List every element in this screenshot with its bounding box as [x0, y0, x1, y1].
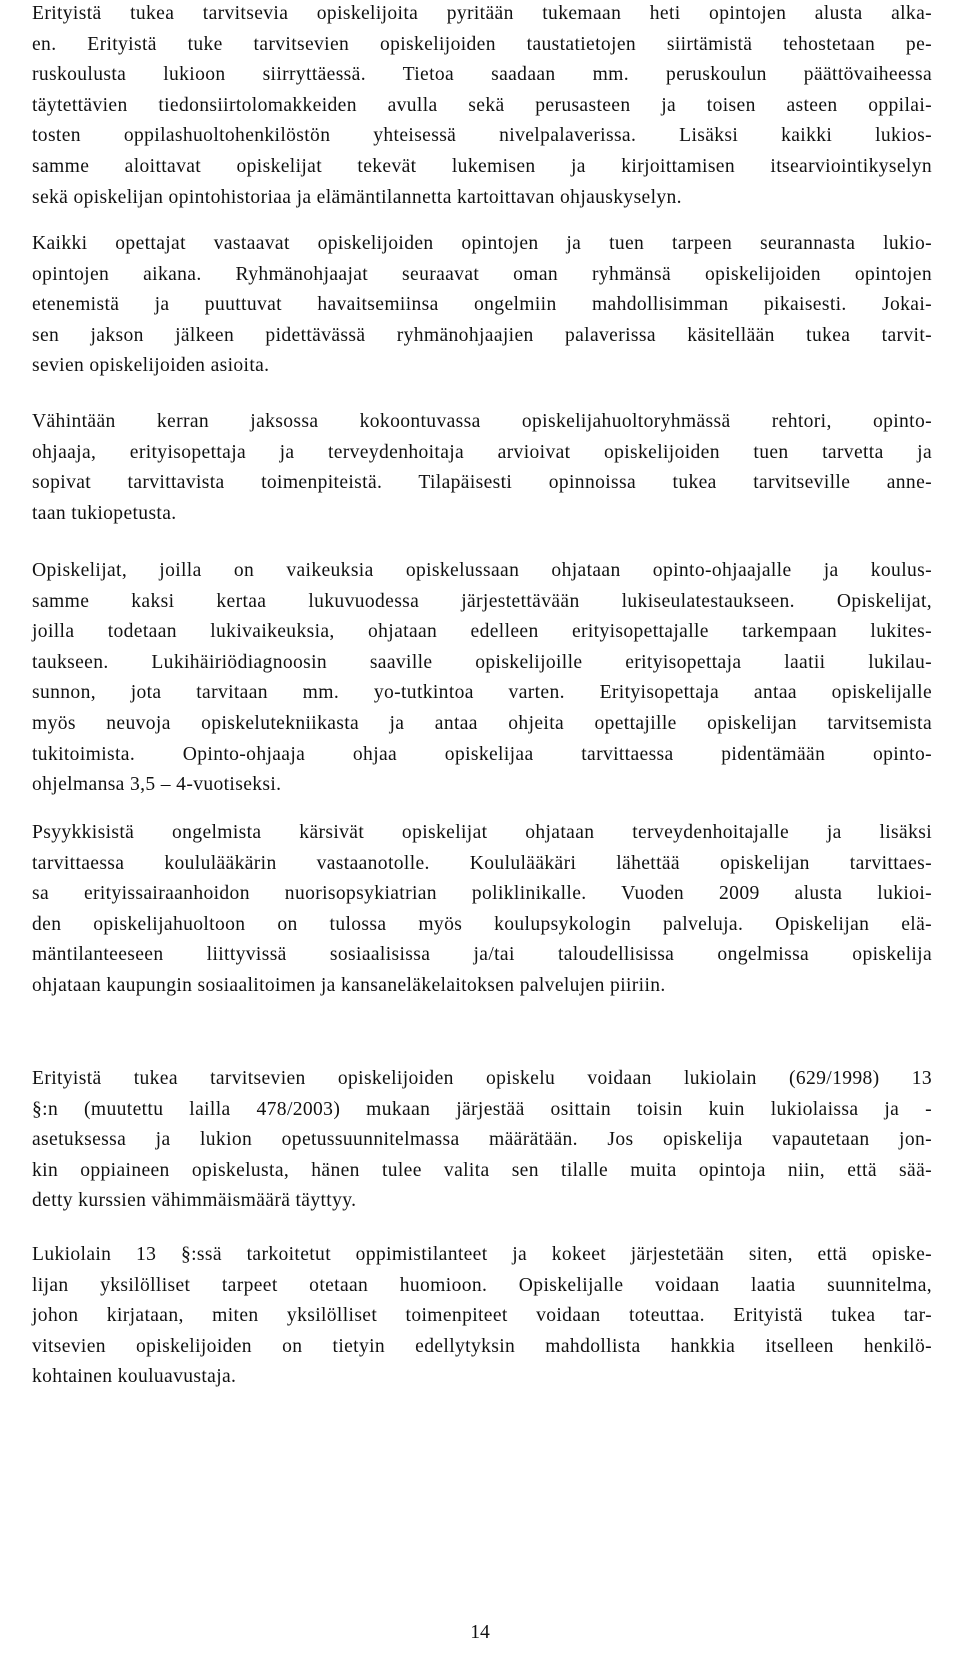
- paragraph-3: [32, 407, 932, 529]
- text-line: sa erityissairaanhoidon nuorisopsykiatrian poliklinikalle. Vuoden 2009 alusta lukioi-: [32, 883, 932, 905]
- text-line: vitsevien opiskelijoiden on tietyin edellytyksin mahdollista hankkia itselleen henkilö-: [32, 1335, 932, 1357]
- text-line: en. Erityistä tuke tarvitsevien opiskelijoiden taustatietojen siirtämistä tehostetaan pe-: [32, 33, 932, 55]
- paragraph-2: [32, 229, 932, 382]
- text-line: samme aloittavat opiskelijat tekevät lukemisen ja kirjoittamisen itsearviointikyselyn: [32, 155, 932, 177]
- text-line: kin oppiaineen opiskelusta, hänen tulee valita sen tilalle muita opintoja niin, että sää-: [32, 1159, 932, 1181]
- text-line: ohjataan kaupungin sosiaalitoimen ja kansaneläkelaitoksen palvelujen piiriin.: [32, 974, 666, 996]
- text-line: ruskoulusta lukioon siirryttäessä. Tietoa saadaan mm. peruskoulun päättövaiheessa: [32, 64, 932, 86]
- text-line: sen jakson jälkeen pidettävässä ryhmänohjaajien palaverissa käsitellään tukea tarvit-: [32, 324, 932, 346]
- text-line: täytettävien tiedonsiirtolomakkeiden avulla sekä perusasteen ja toisen asteen oppilai-: [32, 94, 932, 116]
- text-line: etenemistä ja puuttuvat havaitsemiinsa ongelmiin mahdollisimman pikaisesti. Jokai-: [32, 294, 932, 316]
- paragraph-5: [32, 818, 932, 1002]
- text-line: den opiskelijahuoltoon on tulossa myös koulupsykologin palveluja. Opiskelijan elä-: [32, 913, 932, 935]
- text-line: kohtainen kouluavustaja.: [32, 1366, 237, 1388]
- text-line: tukitoimista. Opinto-ohjaaja ohjaa opiskelijaa tarvittaessa pidentämään opinto-: [32, 743, 932, 765]
- paragraph-1: [32, 0, 932, 213]
- text-line: Lukiolain 13 §:ssä tarkoitetut oppimistilanteet ja kokeet järjestetään siten, että opiske-: [32, 1244, 932, 1265]
- text-line: taukseen. Lukihäiriödiagnoosin saaville opiskelijoille erityisopettaja laatii lukilau-: [32, 651, 932, 673]
- text-line: asetuksessa ja lukion opetussuunnitelmassa määrätään. Jos opiskelija vapautetaan jon-: [32, 1129, 932, 1151]
- text-line: taan tukiopetusta.: [32, 502, 177, 524]
- text-line: Erityistä tukea tarvitsevien opiskelijoiden opiskelu voidaan lukiolain (629/1998) 13: [32, 1068, 932, 1089]
- text-line: opintojen aikana. Ryhmänohjaajat seuraavat oman ryhmänsä opiskelijoiden opintojen: [32, 263, 932, 285]
- text-line: myös neuvoja opiskelutekniikasta ja antaa ohjeita opettajille opiskelijan tarvitsemista: [32, 712, 932, 734]
- text-line: tarvittaessa koululääkärin vastaanotolle. Koululääkäri lähettää opiskelijan tarvittaes-: [32, 852, 932, 874]
- text-line: johon kirjataan, miten yksilölliset toimenpiteet voidaan toteuttaa. Erityistä tukea tar-: [32, 1305, 932, 1327]
- text-line: lijan yksilölliset tarpeet otetaan huomioon. Opiskelijalle voidaan laatia suunnitelma,: [32, 1274, 932, 1296]
- text-line: Opiskelijat, joilla on vaikeuksia opiskelussaan ohjataan opinto-ohjaajalle ja koulus-: [32, 560, 932, 581]
- paragraph-6: [32, 1064, 932, 1217]
- text-line: sevien opiskelijoiden asioita.: [32, 355, 270, 377]
- text-line: Vähintään kerran jaksossa kokoontuvassa opiskelijahuoltoryhmässä rehtori, opinto-: [32, 411, 932, 432]
- page-number: 14: [470, 1622, 490, 1643]
- paragraph-7: [32, 1240, 932, 1393]
- text-line: Erityistä tukea tarvitsevia opiskelijoita pyritään tukemaan heti opintojen alusta alka-: [32, 3, 932, 24]
- text-line: detty kurssien vähimmäismäärä täyttyy.: [32, 1190, 357, 1212]
- text-line: mäntilanteeseen liittyvissä sosiaalisissa ja/tai taloudellisissa ongelmissa opiskelija: [32, 944, 932, 966]
- text-line: ohjelmansa 3,5 – 4-vuotiseksi.: [32, 774, 282, 796]
- text-line: joilla todetaan lukivaikeuksia, ohjataan edelleen erityisopettajalle tarkempaan lukites-: [32, 621, 932, 643]
- text-line: samme kaksi kertaa lukuvuodessa järjestettävään lukiseulatestaukseen. Opiskelijat,: [32, 590, 932, 612]
- text-line: sekä opiskelijan opintohistoriaa ja elämäntilannetta kartoittavan ohjauskyselyn.: [32, 186, 682, 208]
- text-line: Kaikki opettajat vastaavat opiskelijoiden opintojen ja tuen tarpeen seurannasta lukio-: [32, 233, 932, 254]
- text-line: sopivat tarvittavista toimenpiteistä. Tilapäisesti opinnoissa tukea tarvitseville anne-: [32, 472, 932, 494]
- text-line: tosten oppilashuoltohenkilöstön yhteisessä nivelpalaverissa. Lisäksi kaikki lukios-: [32, 125, 932, 147]
- text-line: Psyykkisistä ongelmista kärsivät opiskelijat ohjataan terveydenhoitajalle ja lisäksi: [32, 822, 932, 843]
- text-line: sunnon, jota tarvitaan mm. yo-tutkintoa varten. Erityisopettaja antaa opiskelijalle: [32, 682, 932, 704]
- text-line: §:n (muutettu lailla 478/2003) mukaan järjestää osittain toisin kuin lukiolaissa ja -: [32, 1098, 932, 1120]
- text-line: ohjaaja, erityisopettaja ja terveydenhoitaja arvioivat opiskelijoiden tuen tarvetta ja: [32, 441, 932, 463]
- paragraph-4: [32, 556, 932, 801]
